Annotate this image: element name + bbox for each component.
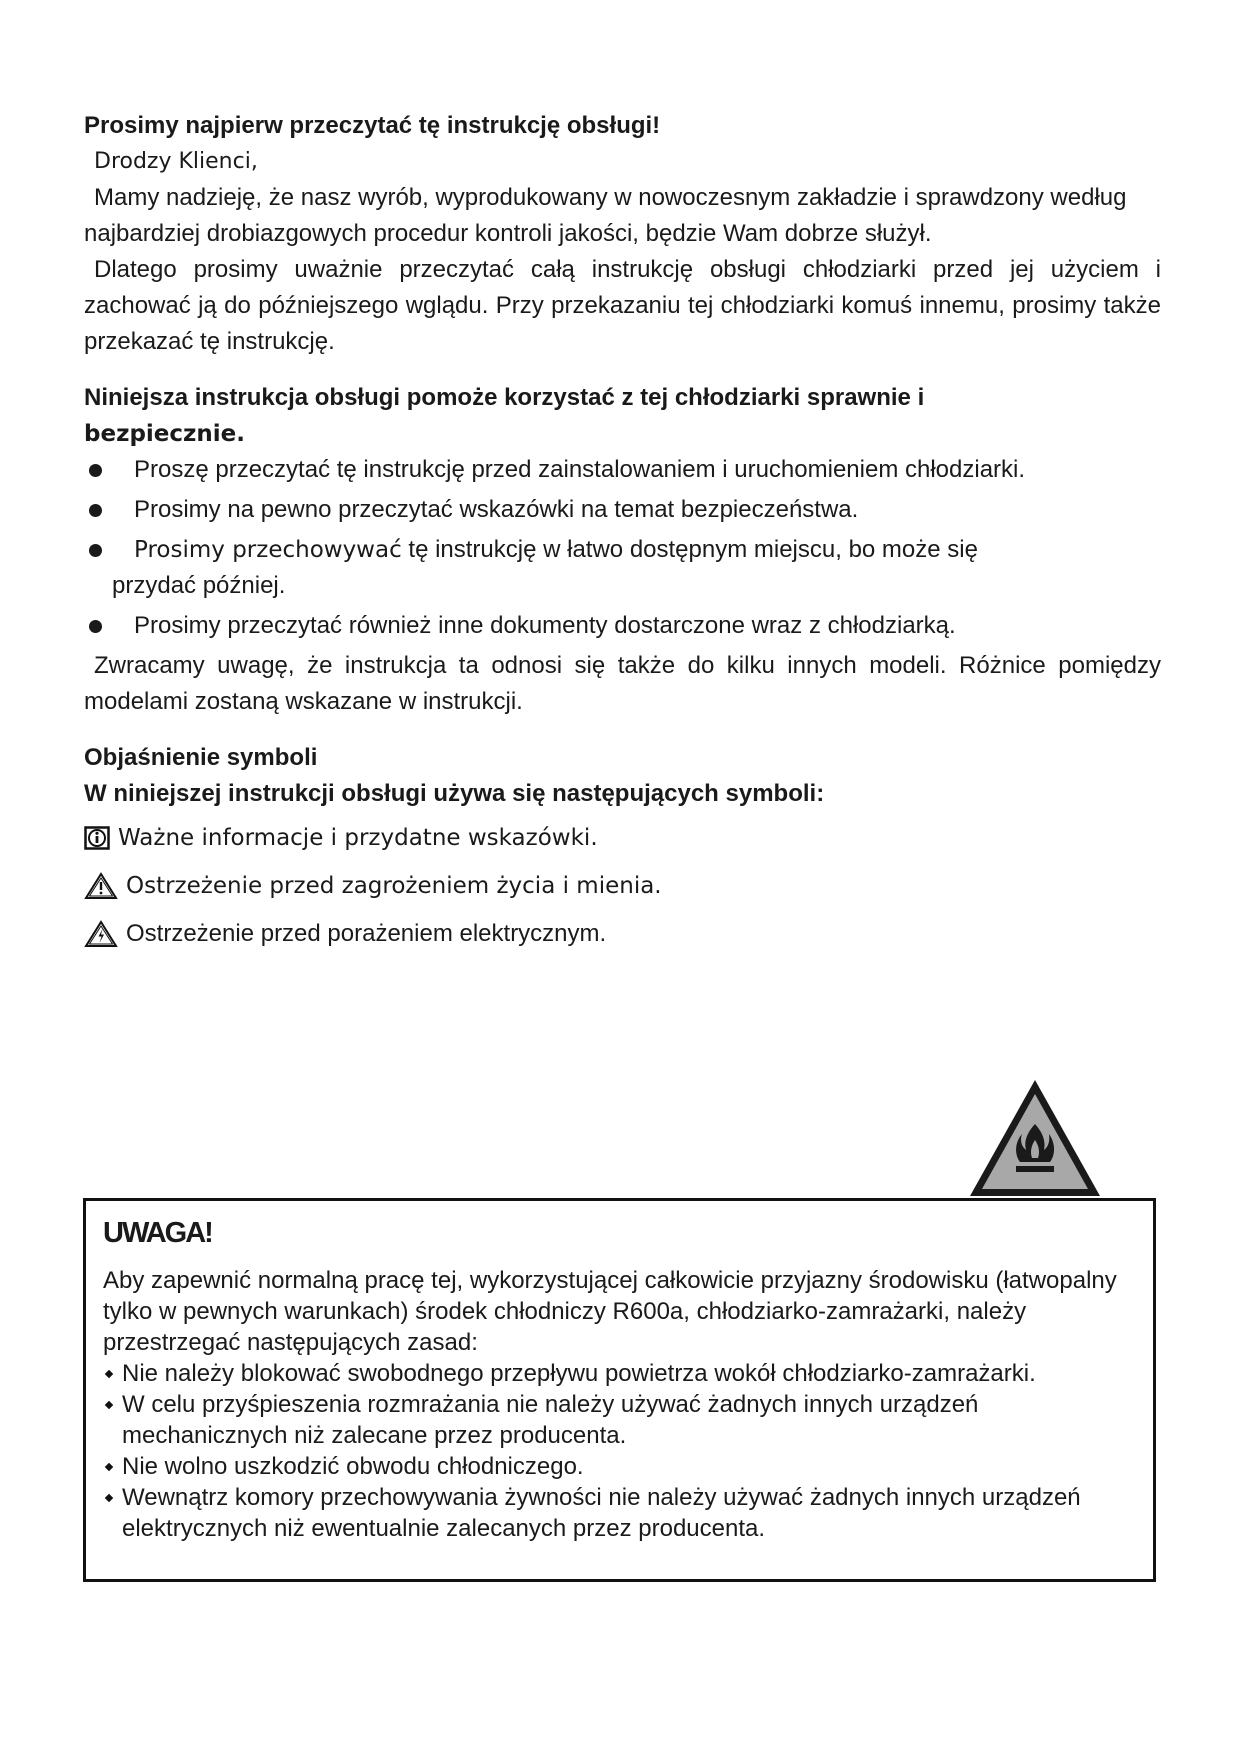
- models-note: Zwracamy uwagę, że instrukcja ta odnosi się także do kilku innych modeli. Różnice pomiędzy modelami zostaną wskazane w instrukcji.: [84, 652, 1161, 715]
- symbol-text-info: Ważne informacje i przydatne wskazówki.: [118, 825, 598, 851]
- symbols-subheading: W niniejszej instrukcji obsługi używa się następujących symboli:: [84, 780, 825, 807]
- electric-shock-icon: [84, 920, 118, 948]
- list-item: Prosimy na pewno przeczytać wskazówki na temat bezpieczeństwa.: [84, 492, 1161, 528]
- intro-heading: Prosimy najpierw przeczytać tę instrukcję obsługi!: [84, 112, 661, 139]
- guide-heading-line-1: Niniejsza instrukcja obsługi pomoże korzystać z tej chłodziarki sprawnie i: [84, 384, 925, 411]
- symbol-text-warning: Ostrzeżenie przed zagrożeniem życia i mienia.: [126, 873, 662, 899]
- warning-intro: Aby zapewnić normalną pracę tej, wykorzystującej całkowicie przyjazny środowisku (łatwopalny tylko w pewnych warunkach) środek chłodniczy R600a, chłodziarko-zamrażarki, należy przestrzegać następujących zasad:: [103, 1267, 1117, 1356]
- symbol-row-info: [84, 820, 1161, 856]
- warning-rules-list: [103, 1358, 1137, 1544]
- warning-box: [83, 1198, 1156, 1582]
- symbol-row-warning: [84, 868, 1161, 904]
- list-item: Nie należy blokować swobodnego przepływu powietrza wokół chłodziarko-zamrażarki.: [103, 1358, 1137, 1389]
- document-page: [84, 108, 1161, 952]
- list-item: W celu przyśpieszenia rozmrażania nie należy używać żadnych innych urządzeń mechanicznych niż zalecane przez producenta.: [103, 1389, 1137, 1451]
- list-item: Proszę przeczytać tę instrukcję przed zainstalowaniem i uruchomieniem chłodziarki.: [84, 452, 1161, 488]
- flammable-warning-icon: [966, 1076, 1104, 1200]
- info-icon: [84, 826, 110, 850]
- symbol-row-electric: [84, 916, 1161, 952]
- list-item: Wewnątrz komory przechowywania żywności nie należy używać żadnych innych urządzeń elektrycznych niż ewentualnie zalecanych przez producenta.: [103, 1482, 1137, 1544]
- guide-heading-line-2: bezpiecznie.: [84, 421, 246, 447]
- symbols-heading: Objaśnienie symboli: [84, 744, 318, 771]
- intro-paragraph-1: Mamy nadzieję, że nasz wyrób, wyprodukowany w nowoczesnym zakładzie i sprawdzony według najbardziej drobiazgowych procedur kontroli jakości, będzie Wam dobrze służył.: [84, 184, 1127, 247]
- warning-triangle-icon: [84, 872, 118, 900]
- guide-bullet-list: [84, 452, 1161, 644]
- list-item: Prosimy przechowywać tę instrukcję w łatwo dostępnym miejscu, bo może się przydać później.: [84, 532, 1161, 604]
- list-item: Prosimy przeczytać również inne dokumenty dostarczone wraz z chłodziarką.: [84, 608, 1161, 644]
- greeting: Drodzy Klienci,: [94, 149, 258, 174]
- symbol-text-electric: Ostrzeżenie przed porażeniem elektrycznym.: [126, 920, 607, 947]
- list-item: Nie wolno uszkodzić obwodu chłodniczego.: [103, 1451, 1137, 1482]
- intro-paragraph-2: Dlatego prosimy uważnie przeczytać całą instrukcję obsługi chłodziarki przed jej użyciem i zachować ją do późniejszego wglądu. Przy przekazaniu tej chłodziarki komuś innemu, prosimy także przekazać tę instrukcję.: [84, 256, 1161, 355]
- warning-title: UWAGA!: [103, 1217, 212, 1249]
